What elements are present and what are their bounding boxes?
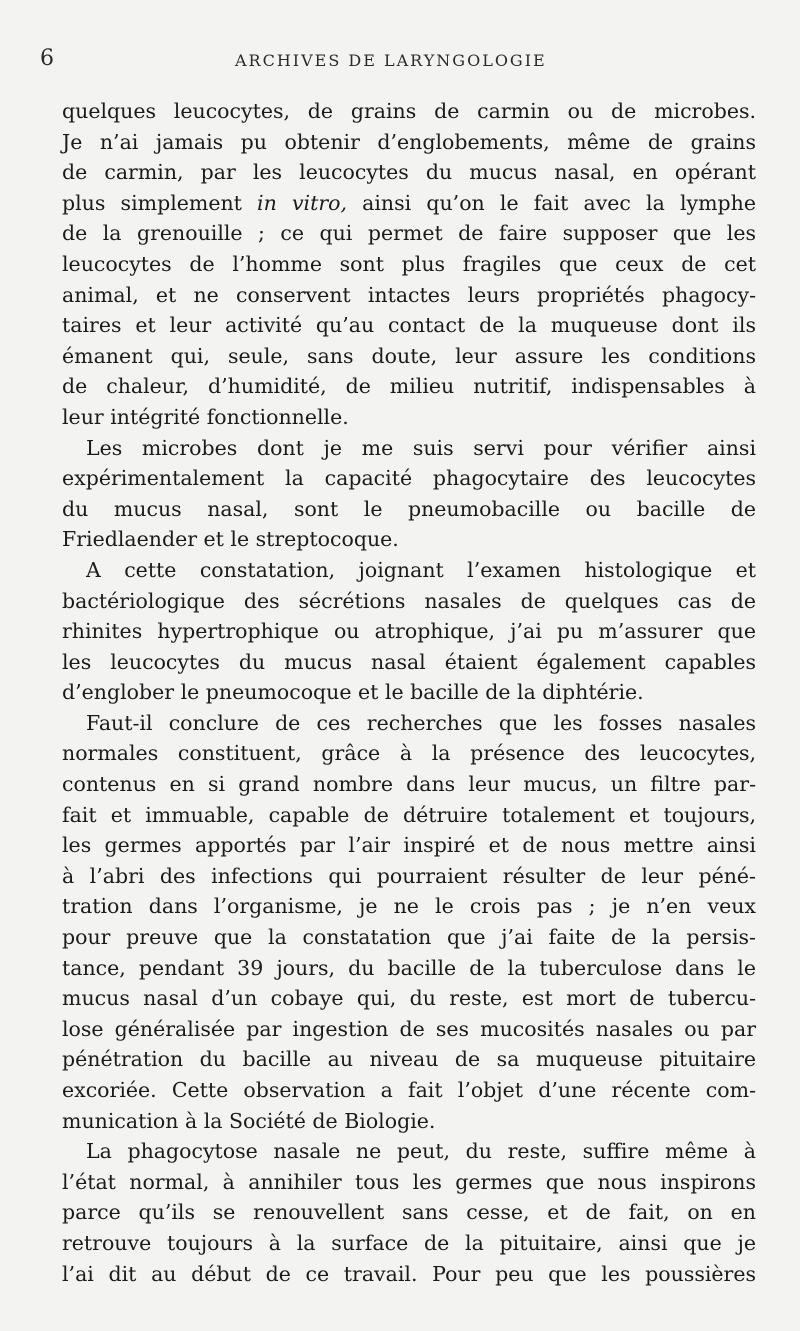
text-line: tration dans l’organisme, je ne le crois pas ; je n’en veux xyxy=(62,894,756,919)
text-line: expérimentalement la capacité phagocytaire des leucocytes xyxy=(62,466,756,491)
text-line: pour preuve que la constatation que j’ai faite de la persis- xyxy=(62,925,756,950)
text-line: bactériologique des sécrétions nasales de quelques cas de xyxy=(62,588,756,613)
text-line: Je n’ai jamais pu obtenir d’englobements, même de grains xyxy=(62,129,756,154)
text-span: ainsi qu’on le fait avec la lymphe xyxy=(347,190,756,215)
text-line: munication à la Société de Biologie. xyxy=(62,1108,436,1133)
text-line: animal, et ne conservent intactes leurs propriétés phagocy- xyxy=(62,282,756,307)
text-line: normales constituent, grâce à la présence des leucocytes, xyxy=(62,741,756,766)
text-line: rhinites hypertrophique ou atrophique, j’ai pu m’assurer que xyxy=(62,619,756,644)
text-line: les germes apportés par l’air inspiré et de nous mettre ainsi xyxy=(62,833,756,858)
text-line: les leucocytes du mucus nasal étaient également capables xyxy=(62,649,756,674)
text-line: quelques leucocytes, de grains de carmin ou de microbes. xyxy=(62,99,756,123)
text-line: l’état normal, à annihiler tous les germes que nous inspirons xyxy=(62,1169,756,1194)
text-line: lose généralisée par ingestion de ses mucosités nasales ou par xyxy=(62,1016,756,1041)
text-line: d’englober le pneumocoque et le bacille de la diphtérie. xyxy=(62,680,644,705)
text-line: émanent qui, seule, sans doute, leur assure les conditions xyxy=(62,343,756,368)
text-line: l’ai dit au début de ce travail. Pour peu que les poussières xyxy=(62,1261,756,1286)
text-line: tance, pendant 39 jours, du bacille de la tuberculose dans le xyxy=(62,955,756,980)
running-head: ARCHIVES DE LARYNGOLOGIE xyxy=(235,51,547,70)
text-line: retrouve toujours à la surface de la pituitaire, ainsi que je xyxy=(62,1230,756,1255)
text-line: leur intégrité fonctionnelle. xyxy=(62,404,349,429)
body-text xyxy=(62,96,756,1289)
text-line: La phagocytose nasale ne peut, du reste, suffire même à xyxy=(86,1139,756,1164)
text-line xyxy=(62,188,756,219)
text-line: mucus nasal d’un cobaye qui, du reste, est mort de tubercu- xyxy=(62,986,756,1011)
text-line: taires et leur activité qu’au contact de la muqueuse dont ils xyxy=(62,313,756,338)
text-line: leucocytes de l’homme sont plus fragiles que ceux de cet xyxy=(62,251,756,276)
text-line: Faut-il conclure de ces recherches que les fosses nasales xyxy=(86,710,756,735)
page-header xyxy=(40,46,760,76)
text-line: excoriée. Cette observation a fait l’objet d’une récente com- xyxy=(62,1078,756,1102)
text-line: du mucus nasal, sont le pneumobacille ou bacille de xyxy=(62,496,756,521)
text-line: de chaleur, d’humidité, de milieu nutritif, indispensables à xyxy=(62,374,756,399)
italic-text: in vitro, xyxy=(257,190,347,215)
text-line: de la grenouille ; ce qui permet de faire supposer que les xyxy=(62,221,756,246)
text-line: A cette constatation, joignant l’examen histologique et xyxy=(86,557,756,582)
text-span: plus simplement xyxy=(62,190,258,215)
text-line: contenus en si grand nombre dans leur mucus, un filtre par- xyxy=(62,772,756,797)
text-line: de carmin, par les leucocytes du mucus nasal, en opérant xyxy=(62,160,756,185)
text-line: parce qu’ils se renouvellent sans cesse, et de fait, on en xyxy=(62,1200,756,1225)
text-line: Les microbes dont je me suis servi pour vérifier ainsi xyxy=(86,435,756,460)
text-line: pénétration du bacille au niveau de sa muqueuse pituitaire xyxy=(62,1047,756,1072)
page-number: 6 xyxy=(40,46,54,71)
text-line: à l’abri des infections qui pourraient résulter de leur péné- xyxy=(62,863,756,888)
text-line: Friedlaender et le streptocoque. xyxy=(62,527,399,552)
text-line: fait et immuable, capable de détruire totalement et toujours, xyxy=(62,802,756,827)
